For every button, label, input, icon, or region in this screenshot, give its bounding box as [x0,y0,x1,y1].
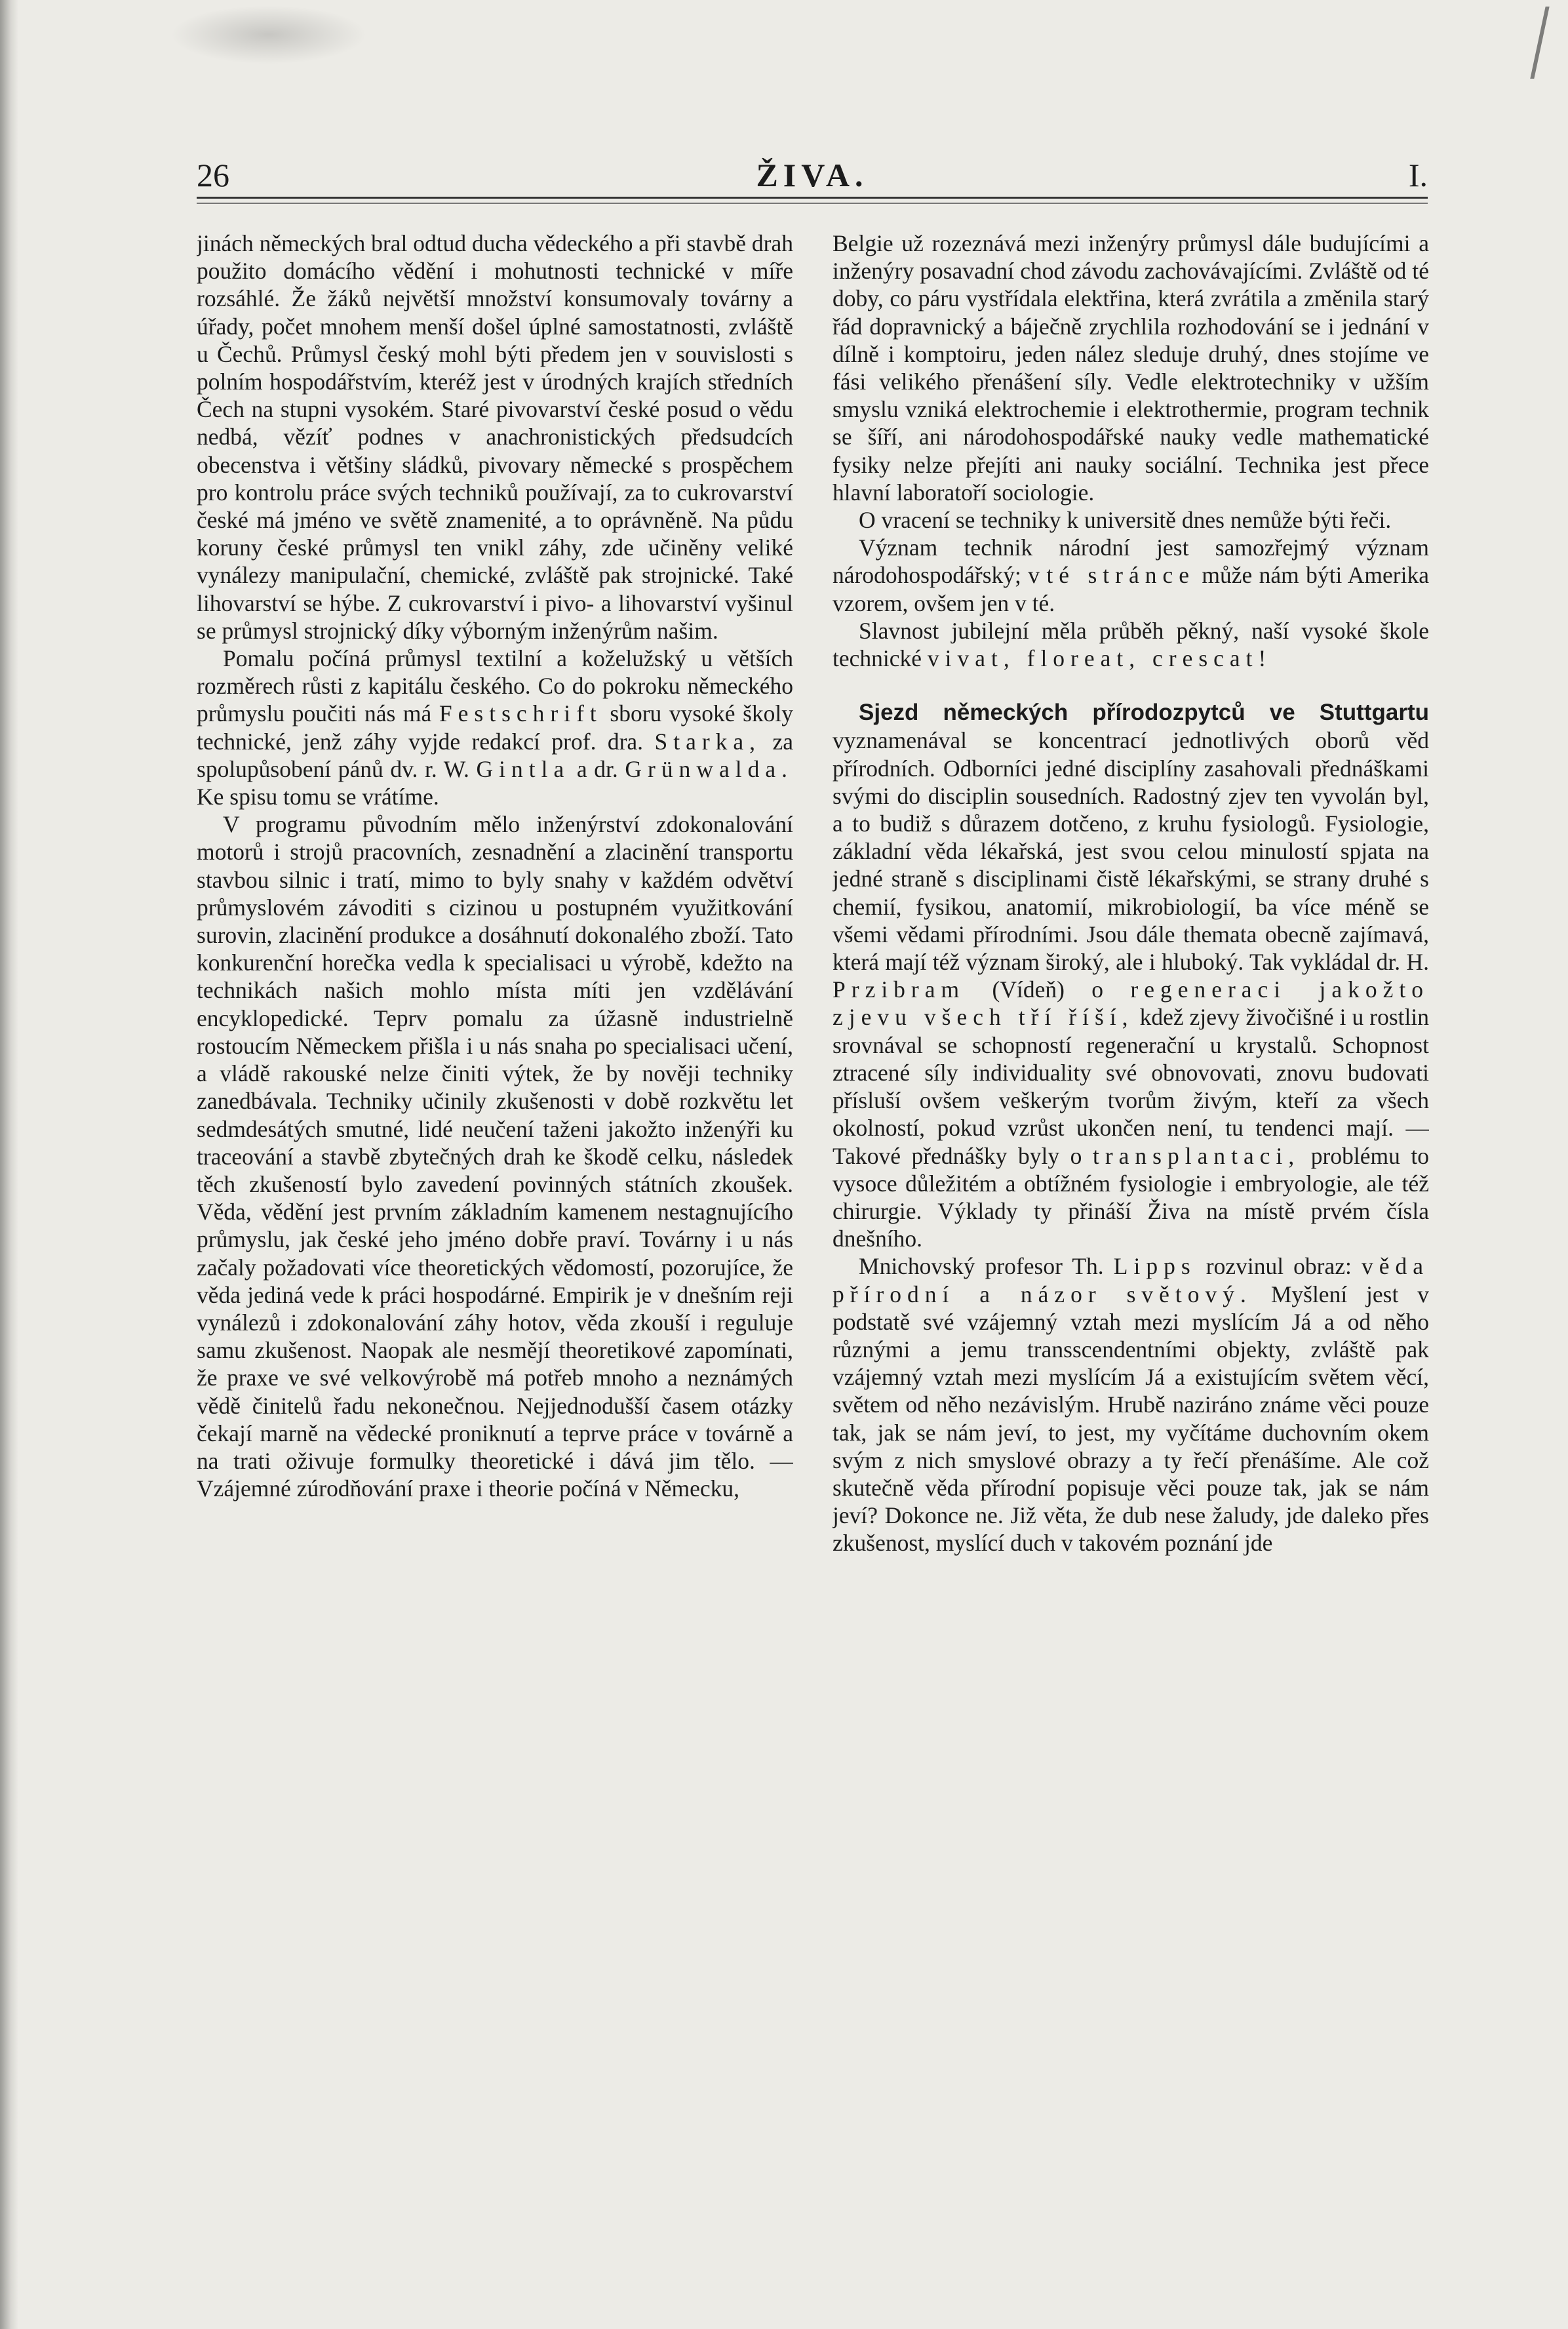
header-rule [197,197,1428,204]
text-run: Význam technik národní jest samozřejmý význam národohospodářský; v [833,534,1429,589]
paragraph [833,698,1429,1252]
text-run: Przibram [833,976,966,1003]
scan-edge [0,0,18,2329]
text-run: kdež zjevy živočišné i u rostlin srovnával se schopností regenerační u krystalů. Schopnost ztracené síly individuality své obnovovati, znovu budovati přísluší ovšem veškerým tvorům živým, kteří za všech okolností, pokud vzrůst ukončen není, tu tendenci mají. — Takové přednášky byly o [833,1004,1429,1169]
text-run: Starka, [654,728,762,755]
text-run: Gintla [476,755,570,782]
paragraph [833,534,1429,617]
section-heading: Sjezd německých přírodozpytců ve Stuttgartu [859,700,1429,726]
paragraph [833,617,1429,672]
text-run: Ke spisu tomu se vrátíme. [197,784,439,810]
text-run: může nám býti Amerika vzorem, ovšem jen v té. [833,562,1429,616]
text-run: (Vídeň) o [992,976,1104,1003]
paragraph: jinách německých bral odtud ducha vědeckého a při stavbě drah použito domácího vědění i mohutnosti technické v míře rozsáhlé. Že žáků největší množství konsumovaly továrny a úřady, počet mnohem menší došel úplné samostatnosti, zvláště u Čechů. Průmysl český mohl býti předem jen v souvislosti s polním hospodářstvím, kteréž jest v úrodných krajích středních Čech na stupni vysokém. Staré pivovarství české posud o vědu nedbá, vězíť podnes v anachronistických předsudcích obecenstva i většiny sládků, pivovary německé s prospěchem pro kontrolu práce svých techniků používají, za to cukrovarství české má jméno ve světě znamenité, a to oprávněně. Na půdu koruny české průmysl ten vnikl záhy, zde učiněny veliké vynálezy manipulační, chemické, zvláště pak strojnické. Také lihovarství se hýbe. Z cukrovarství i pivo- a lihovarství vyšinul se průmysl strojnický díky výborným inženýrům našim. [197,230,793,644]
text-run: vivat, floreat, crescat! [927,645,1272,672]
text-run: za spolupůsobení pánů dv. r. W. [197,728,793,782]
text-run: Festschrift [439,700,602,727]
text-run: Grünwalda. [625,755,793,782]
journal-title: ŽIVA. [756,157,869,193]
text-run: Pomalu počíná průmysl textilní a koželužský u větších rozměrech růsti z kapitálu českého. Co do pokroku německého průmyslu poučiti nás má [197,645,793,727]
text-run: problému to vysoce důležitém a obtížném fysiologie i embryologie, ale též chirurgie. Výklady ty přináší Živa na místě prvém čísla dnešního. [833,1142,1429,1252]
text-run: vyznamenával se koncentrací jednotlivých oborů věd přírodních. Odborníci jedné disciplíny zasahovali přednáškami svými do disciplin sousedních. Radostný zjev ten vyvolán byl, a to budiž s důrazem dotčeno, z kruhu fysiologů. Fysiologie, základní věda lékařská, jest svou celou minulostí spjata na jedné straně s disciplinami čistě lékařskými, se strany druhé s chemií, fysikou, anatomií, mikrobiologií, ba více méně se všemi vědami přírodními. Jsou dále themata obecně zajímavá, která mají též význam široký, ale i hluboký. Tak vykládal dr. H. [833,727,1429,976]
paragraph: Belgie už rozeznává mezi inženýry průmysl dále budujícími a inženýry posavadní chod závodu zachovávajícími. Zvláště od té doby, co páru vystřídala elektřina, která zvrátila a změnila starý řád dopravnický a báječně zrychlila rozhodování se i jednání v dílně i komptoiru, jeden nález sleduje druhý, dnes stojíme ve fási velikého přenášení síly. Vedle elektrotechniky v užším smyslu vzniká elektrochemie i elektrothermie, program technik se šíří, ani národohospodářské nauky vedle mathematické fysiky nelze přejíti ani nauky sociální. Technika jest přece hlavní laboratoří sociologie. [833,230,1429,506]
text-run: sboru vysoké školy technické, jenž záhy vyjde redakcí prof. dra. [197,700,793,755]
text-run: Myšlení jest v podstatě své vzájemný vztah mezi myslícím Já a od něho různými a jemu transscendentními objekty, zvláště pak vzájemný vztah mezi myslícím Já a existujícím světem věcí, světem od něho nezávislým. Hrubě naziráno známe věci pouze tak, jak se nám jeví, to jest, my vyčítáme duchovním okem svým z nich smyslové obrazy a ty řečí přenášíme. Ale což skutečně věda přírodní popisuje věci pouze tak, jak se nám jeví? Dokonce ne. Již věta, že dub nese žaludy, jde daleko přes zkušenost, myslící duch v takovém poznání jde [833,1281,1429,1557]
text-run: Slavnost jubilejní měla průběh pěkný, naší vysoké škole technické [833,617,1429,672]
running-header [197,152,1428,198]
scan-smudge [170,5,367,64]
page-number: 26 [197,157,229,193]
volume-number: I. [1408,157,1428,193]
paragraph: V programu původním mělo inženýrství zdokonalování motorů i strojů pracovních, zesnadnění a zlacinění transportu stavbou silnic i tratí, mimo to byly snahy v každém odvětví průmyslovém závoditi s cizinou u postupném využitkování surovin, zlacinění produkce a dosáhnutí dokonalého zboží. Tato konkurenční horečka vedla k specialisaci u výrobě, kdežto na technikách našich mohlo místa míti jen vzdělávání encyklopedické. Teprv pomalu za úžasně industrielně rostoucím Německem přišla i u nás snaha po specialisaci učení, a vládě rakouské nelze činiti výtek, že by nověji techniky zanedbávala. Techniky učinily zkušenosti v době rozkvětu let sedmdesátých smutné, lidé neučení taženi jakožto inženýři ku traceování a stavbě zbytečných drah ke škodě celku, následek těch zkušeností bylo zavedení povinných státních zkoušek. Věda, vědění jest prvním základním kamenem nestagnujícího průmyslu, jak české jeho jméno dobře praví. Továrny i u nás začaly požadovati více theoretických vědomostí, pozorujíce, že věda jediná vede k práci hospodárné. Empirik je v dnešním reji vynálezů i zdokonalování záhy hotov, věda zkouší i reguluje samu zkušenost. Naopak ale nesmějí theoretikové zapomínati, že praxe ve své velkovýrobě má potřeb mnoho a neznámých vědě činitelů řadu nekonečnou. Nejjednodušší časem otázky čekají marně na vědecké proniknutí a teprve práce v továrně a na trati oživuje formulky theoretické i dává jim tělo. — Vzájemné zúrodňování praxe i theorie počíná v Německu, [197,811,793,1502]
left-column [197,229,793,2223]
text-run: věda přírodní a názor světový. [833,1253,1429,1307]
section-gap [833,672,1429,698]
text-run: Mnichovský profesor Th. [859,1253,1104,1280]
paragraph [197,645,793,810]
text-run: té stránce [1046,562,1195,589]
text-run: transplantaci, [1092,1142,1301,1169]
paragraph [833,1252,1429,1557]
text-run: rozvinul obraz: [1205,1253,1352,1280]
text-run: Lipps [1113,1253,1196,1280]
text-run: regeneraci jakožto zjevu všech tří říší, [833,976,1429,1031]
paragraph: O vracení se techniky k universitě dnes nemůže býti řeči. [859,507,1392,534]
text-run: a dr. [576,755,618,782]
right-column [833,229,1429,2223]
scan-corner-mark [1484,7,1549,79]
